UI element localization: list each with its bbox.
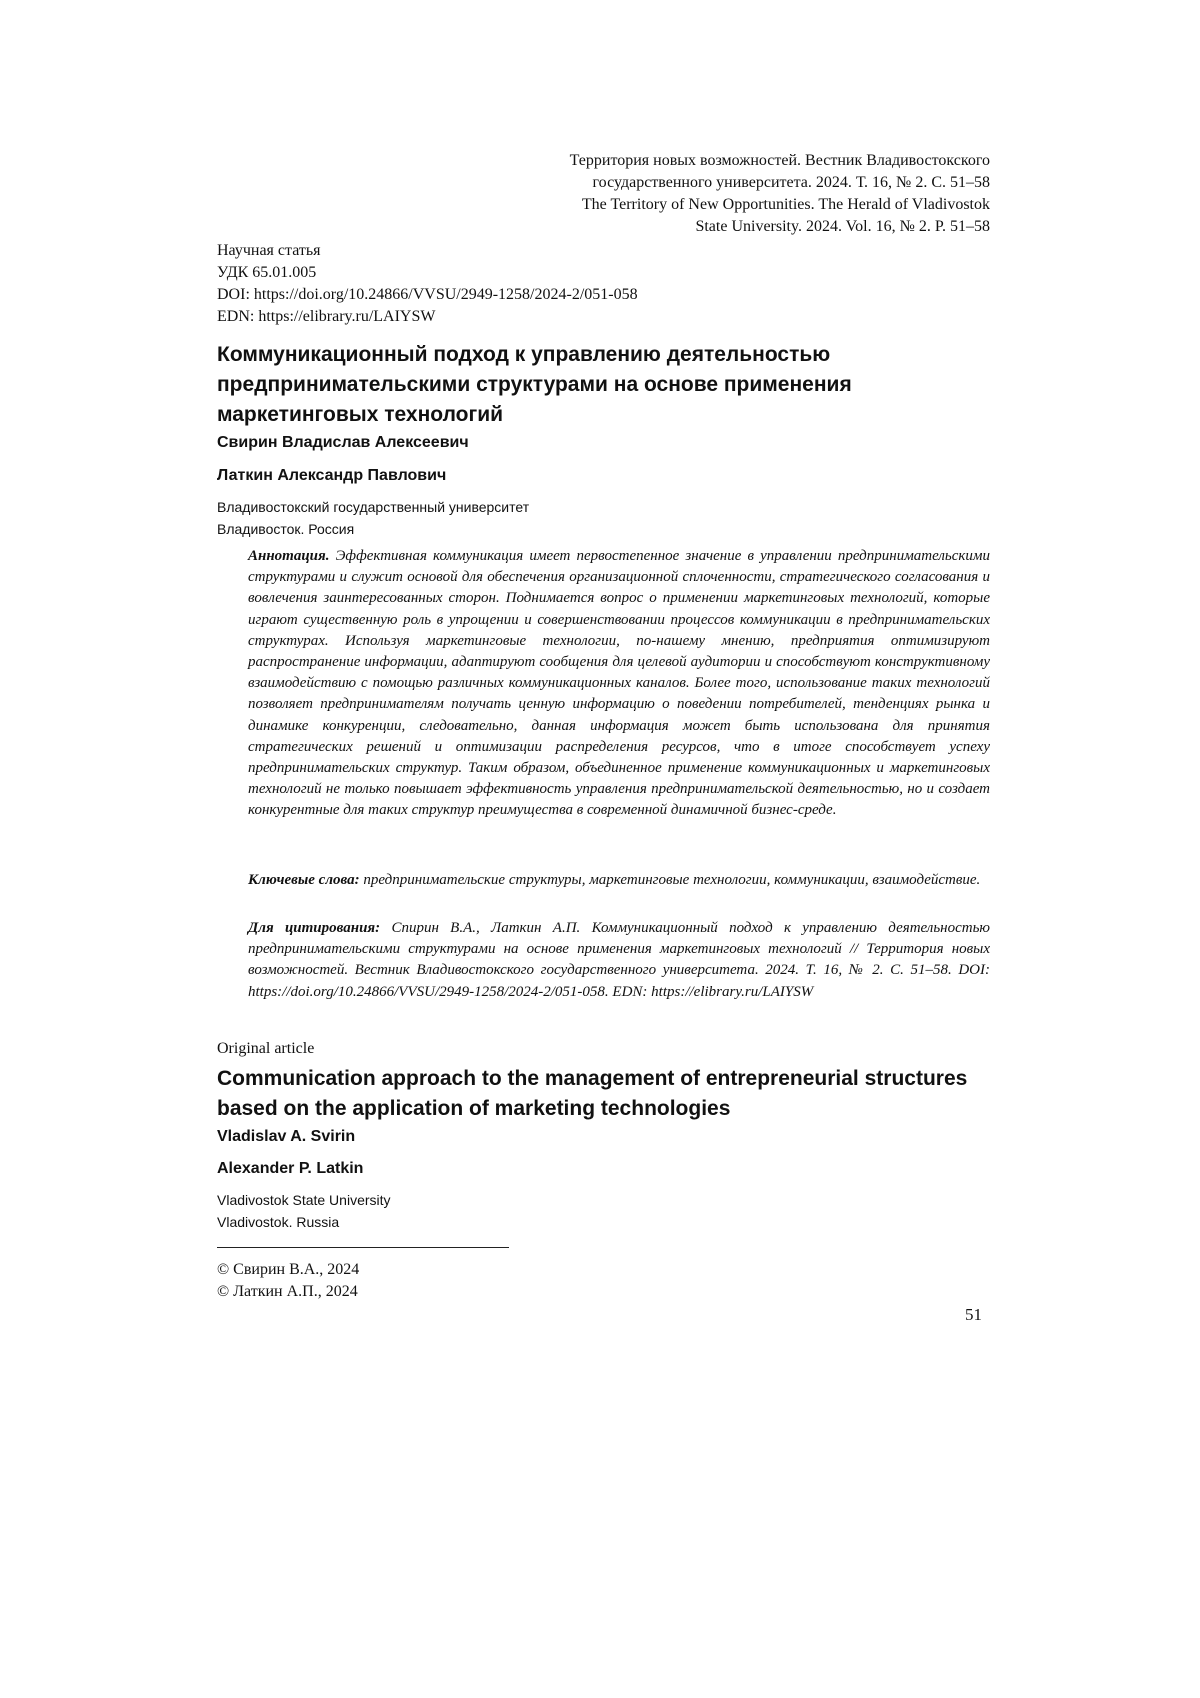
- edn-link[interactable]: EDN: https://elibrary.ru/LAIYSW: [217, 306, 638, 328]
- title-line: Communication approach to the management of entrepreneurial structures: [217, 1064, 997, 1094]
- journal-header: [470, 150, 990, 238]
- title-line: based on the application of marketing technologies: [217, 1094, 997, 1124]
- citation-text: Спирин В.А., Латкин А.П. Коммуникационный подход к управлению деятельностью предпринимательскими структурами на основе применения маркетинговых технологий // Территория новых возможностей. Вестник Владивостокского государственного университета. 2024. Т. 16, № 2. С. 51–58. DOI: https://doi.org/10.24866/VVSU/2949-1258/2024-2/051-058. EDN: https://elibrary.ru/LAIYSW: [248, 920, 990, 1000]
- abstract: [248, 546, 990, 822]
- keywords-label: Ключевые слова: [248, 872, 355, 888]
- article-title-en: [217, 1064, 997, 1124]
- header-line: State University. 2024. Vol. 16, № 2. P. 51–58: [470, 216, 990, 238]
- original-article-label: Original article: [217, 1040, 314, 1058]
- affiliation-city: Vladivostok. Russia: [217, 1211, 391, 1233]
- author-ru-1: Свирин Владислав Алексеевич: [217, 434, 469, 452]
- title-line: предпринимательскими структурами на основе применения: [217, 370, 997, 400]
- author-en-1: Vladislav A. Svirin: [217, 1128, 355, 1146]
- udk-code: УДК 65.01.005: [217, 262, 638, 284]
- copyright-notice: [217, 1259, 359, 1303]
- footnote-divider: [217, 1247, 509, 1248]
- article-type: Научная статья: [217, 240, 638, 262]
- affiliation-name: Владивостокский государственный университет: [217, 496, 529, 518]
- article-title-ru: [217, 340, 997, 430]
- abstract-label: Аннотация.: [248, 548, 330, 564]
- affiliation-name: Vladivostok State University: [217, 1189, 391, 1211]
- keywords-text: предпринимательские структуры, маркетинговые технологии, коммуникации, взаимодействие.: [363, 872, 980, 888]
- title-line: Коммуникационный подход к управлению деятельностью: [217, 340, 997, 370]
- keywords: Ключевые слова: предпринимательские структуры, маркетинговые технологии, коммуникации, взаимодействие.: [248, 870, 990, 891]
- citation: [248, 918, 990, 1003]
- article-meta: [217, 240, 638, 328]
- title-line: маркетинговых технологий: [217, 400, 997, 430]
- affiliation-en: [217, 1189, 391, 1233]
- author-ru-2: Латкин Александр Павлович: [217, 467, 446, 485]
- affiliation-city: Владивосток. Россия: [217, 518, 529, 540]
- copyright-line: © Свирин В.А., 2024: [217, 1259, 359, 1281]
- doi-link[interactable]: DOI: https://doi.org/10.24866/VVSU/2949-1258/2024-2/051-058: [217, 284, 638, 306]
- affiliation-ru: [217, 496, 529, 540]
- header-line: The Territory of New Opportunities. The Herald of Vladivostok: [470, 194, 990, 216]
- citation-label: Для цитирования:: [248, 920, 380, 936]
- abstract-text: Эффективная коммуникация имеет первостепенное значение в управлении предпринимательскими структурами и служит основой для обеспечения организационной сплоченности, стратегического согласования и вовлечения заинтересованных сторон. Поднимается вопрос о применении маркетинговых технологий, которые играют существенную роль в упрощении и совершенствовании процессов коммуникации в предпринимательских структурах. Используя маркетинговые технологии, по-нашему мнению, предприятия оптимизируют распространение информации, адаптируют сообщения для целевой аудитории и способствуют конструктивному взаимодействию с помощью различных коммуникационных каналов. Более того, использование таких технологий позволяет предпринимателям получать ценную информацию о поведении потребителей, тенденциях рынка и динамике конкуренции, следовательно, данная информация может быть использована для принятия стратегических решений и оптимизации распределения ресурсов, что в итоге способствует успеху предпринимательских структур. Таким образом, объединенное применение коммуникационных и маркетинговых технологий не только повышает эффективность управления предпринимательской деятельностью, но и создает конкурентные для таких структур преимущества в современной динамичной бизнес-среде.: [248, 548, 990, 818]
- author-en-2: Alexander P. Latkin: [217, 1160, 363, 1178]
- copyright-line: © Латкин А.П., 2024: [217, 1281, 359, 1303]
- header-line: государственного университета. 2024. Т. 16, № 2. С. 51–58: [470, 172, 990, 194]
- page-number: 51: [965, 1305, 982, 1325]
- header-line: Территория новых возможностей. Вестник Владивостокского: [470, 150, 990, 172]
